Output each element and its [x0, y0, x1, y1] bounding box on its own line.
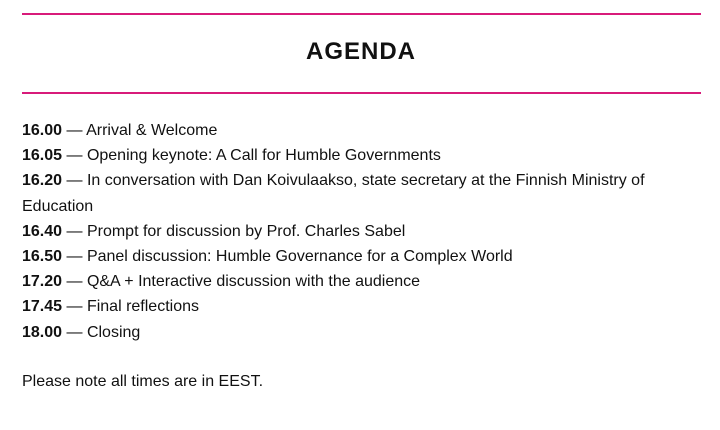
- agenda-text: Closing: [86, 323, 141, 341]
- title-divider: [22, 92, 701, 94]
- agenda-text: Opening keynote: A Call for Humble Governments: [86, 147, 441, 165]
- agenda-text: In conversation with Dan Koivulaakso, state secretary at the Finnish Ministry of Education: [22, 172, 645, 215]
- agenda-item: [22, 244, 692, 269]
- agenda-time: 16.50: [22, 248, 63, 266]
- agenda-time: 16.40: [22, 222, 63, 240]
- agenda-item: [22, 219, 692, 244]
- agenda-separator: —: [62, 273, 87, 291]
- agenda-separator: —: [62, 147, 87, 165]
- agenda-text: Panel discussion: Humble Governance for a Complex World: [86, 248, 513, 266]
- top-divider: [22, 13, 701, 15]
- agenda-separator: —: [62, 222, 87, 240]
- agenda-separator: —: [62, 122, 87, 139]
- agenda-time: 17.20: [22, 273, 63, 291]
- agenda-time: 16.20: [22, 172, 63, 190]
- agenda-separator: —: [62, 172, 87, 190]
- agenda-time: 17.45: [22, 298, 63, 316]
- agenda-item: [22, 269, 692, 294]
- timezone-note: Please note all times are in EEST.: [22, 373, 264, 390]
- agenda-text: Prompt for discussion by Prof. Charles Sabel: [86, 222, 406, 240]
- agenda-separator: —: [62, 298, 87, 316]
- agenda-text: Q&A + Interactive discussion with the audience: [86, 273, 421, 291]
- agenda-time: 16.05: [22, 147, 63, 165]
- agenda-text: Arrival & Welcome: [86, 122, 218, 139]
- agenda-time: 16.00: [22, 122, 63, 139]
- agenda-item: [22, 168, 692, 218]
- agenda-item: [22, 118, 692, 143]
- agenda-separator: —: [62, 323, 87, 341]
- agenda-separator: —: [62, 248, 87, 266]
- agenda-list: [22, 118, 692, 345]
- agenda-text: Final reflections: [86, 298, 199, 316]
- page-title: AGENDA: [305, 38, 416, 65]
- agenda-item: [22, 320, 692, 345]
- agenda-item: [22, 143, 692, 168]
- agenda-time: 18.00: [22, 323, 63, 341]
- agenda-item: [22, 294, 692, 319]
